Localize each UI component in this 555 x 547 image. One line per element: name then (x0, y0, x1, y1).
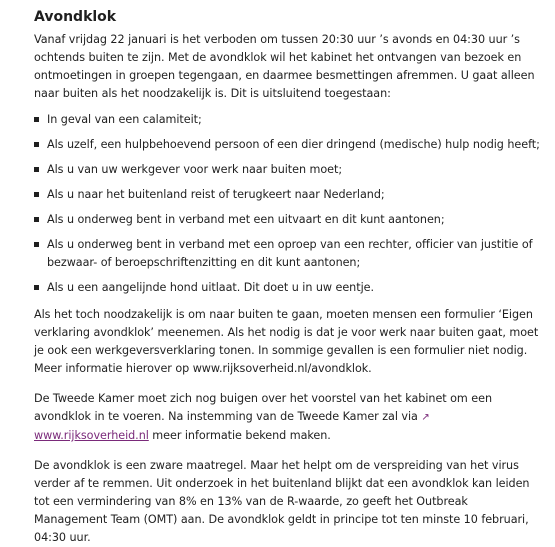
list-item: Als uzelf, een hulpbehoevend persoon of een dier dringend (medische) hulp nodig heeft; (34, 136, 541, 154)
maatregel-paragraph: De avondklok is een zware maatregel. Maar het helpt om de verspreiding van het virus verder af te remmen. Uit onderzoek in het buitenland blijkt dat een avondklok kan leiden tot een vermindering van 8% en 13% van de R-waarde, zo geeft het Outbreak Management Team (OMT) aan. De avondklok geldt in principe tot ten minste 10 februari, 04:30 uur. (34, 459, 530, 544)
list-item: Als u onderweg bent in verband met een uitvaart en dit kunt aantonen; (34, 211, 541, 229)
exceptions-list (34, 111, 541, 297)
list-item: Als u naar het buitenland reist of terugkeert naar Nederland; (34, 186, 541, 204)
external-link-arrow-icon: ↗ (421, 412, 430, 423)
tweede-kamer-paragraph (34, 390, 541, 445)
intro-paragraph: Vanaf vrijdag 22 januari is het verboden om tussen 20:30 uur ’s avonds en 04:30 uur ’s ochtends buiten te zijn. Met de avondklok wil het kabinet het ontvangen van bezoek en ontmoetingen in groepen tegengaan, en daarmee besmettingen afremmen. U gaat alleen naar buiten als het noodzakelijk is. Dit is uitsluitend toegestaan: (34, 33, 535, 100)
list-item: Als u van uw werkgever voor werk naar buiten moet; (34, 161, 541, 179)
rijksoverheid-link-label: www.rijksoverheid.nl (34, 429, 149, 442)
list-item: Als u een aangelijnde hond uitlaat. Dit doet u in uw eentje. (34, 279, 541, 297)
page-title: Avondklok (34, 9, 117, 25)
form-paragraph: Als het toch noodzakelijk is om naar buiten te gaan, moeten mensen een formulier ‘Eigen verklaring avondklok’ meenemen. Als het nodig is dat je voor werk naar buiten gaat, moet je ook een werkgeversverklaring tonen. In sommige gevallen is een formulier niet nodig. Meer informatie hierover op www.rijksoverheid.nl/avondklok. (34, 308, 539, 375)
tweede-kamer-text-end: meer informatie bekend maken. (148, 429, 331, 442)
list-item: In geval van een calamiteit; (34, 111, 541, 129)
tweede-kamer-text: De Tweede Kamer moet zich nog buigen over het voorstel van het kabinet om een avondklok in te voeren. Na instemming van de Tweede Kamer zal via (34, 392, 492, 423)
list-item: Als u onderweg bent in verband met een oproep van een rechter, officier van justitie of bezwaar- of beroepschriftenzitting en dit kunt aantonen; (34, 236, 541, 272)
